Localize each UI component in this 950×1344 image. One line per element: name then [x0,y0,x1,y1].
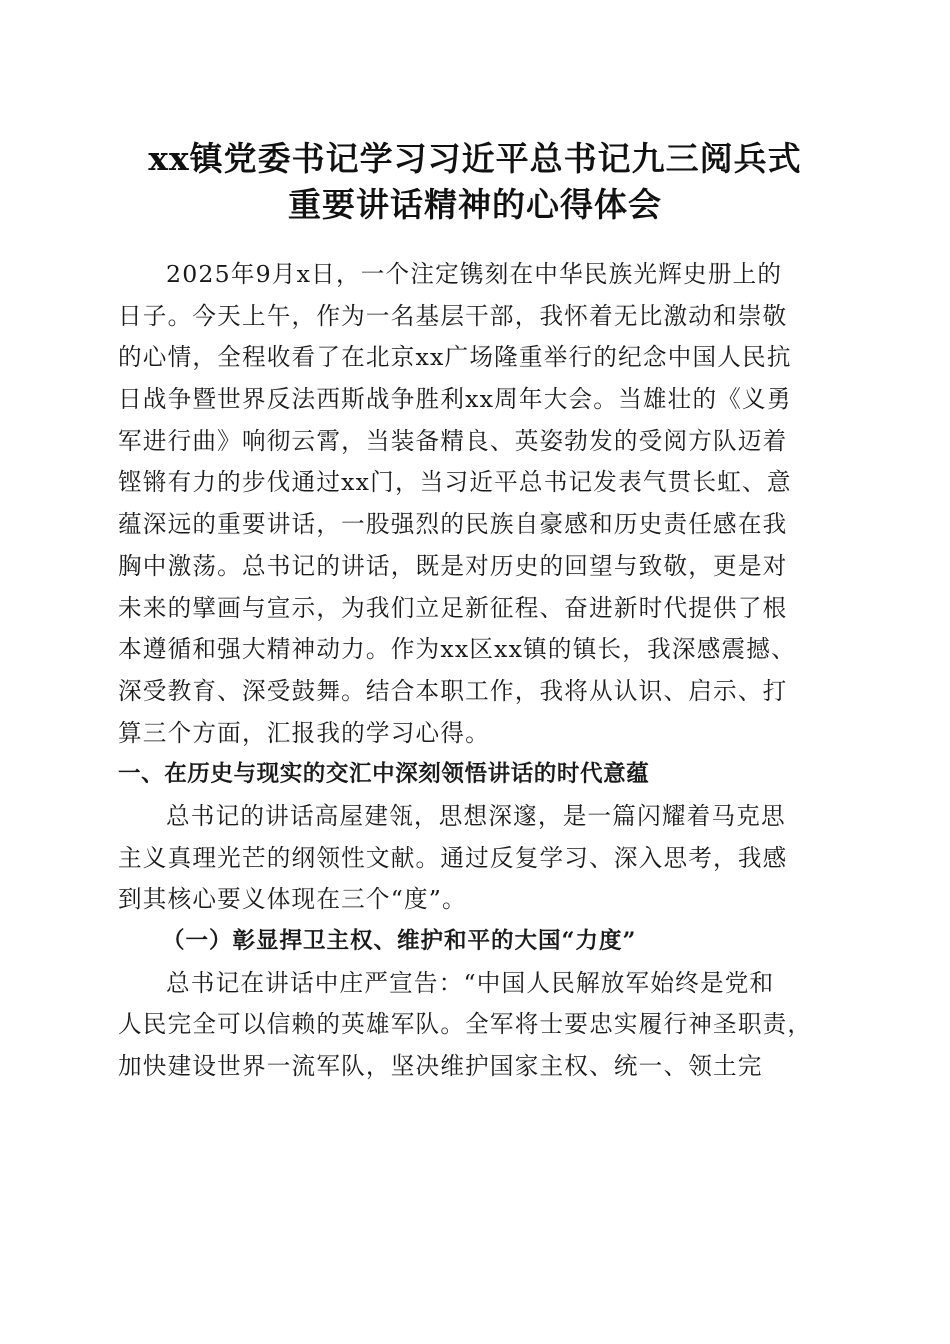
section-heading-1: 一、在历史与现实的交汇中深刻领悟讲话的时代意蕴 [118,761,650,788]
paragraph-2-line: 总书记的讲话高屋建瓴，思想深邃，是一篇闪耀着马克思 [166,801,786,830]
paragraph-2-line: 到其核心要义体现在三个“度”。 [118,885,467,914]
paragraph-1-line: 算三个方面，汇报我的学习心得。 [118,718,490,747]
paragraph-1-line: 日战争暨世界反法西斯战争胜利xx周年大会。当雄壮的《义勇 [118,385,792,414]
paragraph-1-line: 军进行曲》响彻云霄，当装备精良、英姿勃发的受阅方队迈着 [118,426,788,455]
paragraph-3-line: 总书记在讲话中庄严宣告：“中国人民解放军始终是党和 [166,968,775,997]
document-body [118,254,838,1088]
paragraph-2-line: 主义真理光芒的纲领性文献。通过反复学习、深入思考，我感 [118,843,788,872]
document-title [60,136,890,228]
title-line-2: 重要讲话精神的心得体会 [288,185,662,224]
title-line-1: xx镇党委书记学习习近平总书记九三阅兵式 [148,139,802,178]
paragraph-3-line: 加快建设世界一流军队，坚决维护国家主权、统一、领土完 [118,1052,763,1081]
paragraph-1-line: 日子。今天上午，作为一名基层干部，我怀着无比激动和崇敬 [118,301,788,330]
subsection-heading-1: （一）彰显捍卫主权、维护和平的大国“力度” [162,928,637,954]
paragraph-1-line: 本遵循和强大精神动力。作为xx区xx镇的镇长，我深感震撼、 [118,635,796,664]
paragraph-1-line: 胸中激荡。总书记的讲话，既是对历史的回望与致敬，更是对 [118,551,788,580]
paragraph-1-line: 深受教育、深受鼓舞。结合本职工作，我将从认识、启示、打 [118,676,788,705]
paragraph-1-line: 未来的擘画与宣示，为我们立足新征程、奋进新时代提供了根 [118,593,788,622]
paragraph-1-line: 铿锵有力的步伐通过xx门，当习近平总书记发表气贯长虹、意 [118,468,792,497]
paragraph-1-line: 2025年9月x日，一个注定镌刻在中华民族光辉史册上的 [166,260,783,288]
paragraph-1-line: 的心情，全程收看了在北京xx广场隆重举行的纪念中国人民抗 [118,343,792,372]
paragraph-1-line: 蕴深远的重要讲话，一股强烈的民族自豪感和历史责任感在我 [118,510,788,539]
paragraph-3-line: 人民完全可以信赖的英雄军队。全军将士要忠实履行神圣职责， [118,1010,813,1039]
